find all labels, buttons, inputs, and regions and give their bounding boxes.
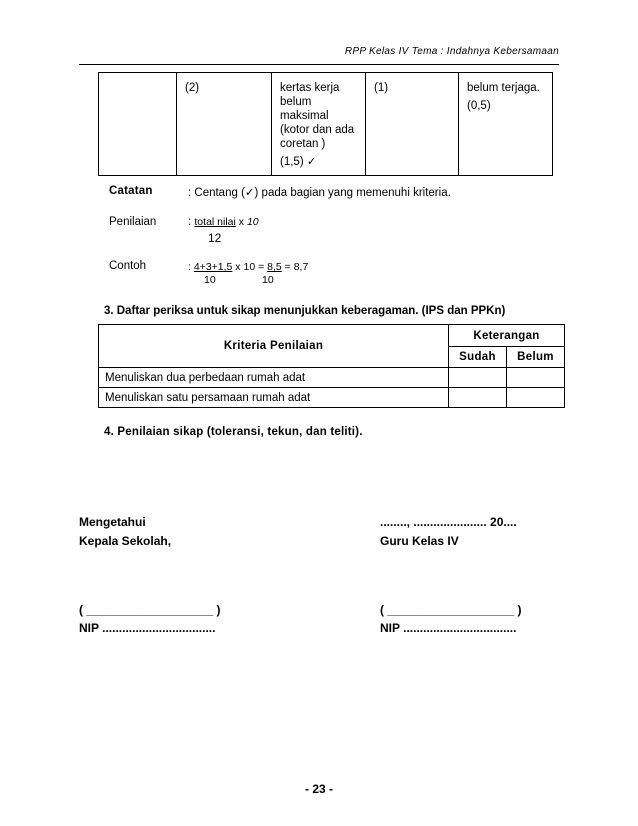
signature-left-nip: NIP .................................. xyxy=(79,621,216,635)
signature-right-date: ........, ...................... 20.... xyxy=(380,515,517,529)
catatan-text: : Centang (✓) pada bagian yang memenuhi kriteria. xyxy=(188,187,451,199)
signature-left-name: ( ___________________ ) xyxy=(79,603,221,617)
contoh-denominator-1: 10 xyxy=(204,274,216,286)
section-3-title: 3. Daftar periksa untuk sikap menunjukkan keberagaman. (IPS dan PPKn) xyxy=(104,305,506,317)
table-cell-score-1: (1) xyxy=(366,73,459,176)
belum-checkbox-cell[interactable] xyxy=(507,368,565,388)
table-header-row xyxy=(99,325,565,347)
header-keterangan: Keterangan xyxy=(449,325,565,347)
cell-text-line: kertas kerja xyxy=(280,82,340,94)
cell-text-line: belum terjaga. xyxy=(467,82,540,94)
criteria-cell: Menuliskan dua perbedaan rumah adat xyxy=(99,368,449,388)
section-4-title: 4. Penilaian sikap (toleransi, tekun, dan teliti). xyxy=(104,426,363,438)
contoh-formula: : 4+3+1,5 x 10 = 8,5 = 8,7 xyxy=(188,261,309,273)
criteria-cell: Menuliskan satu persamaan rumah adat xyxy=(99,388,449,408)
catatan-label: Catatan xyxy=(109,185,153,197)
signature-right-role: Guru Kelas IV xyxy=(380,534,459,548)
table-cell-score-2: (2) xyxy=(177,73,272,176)
table-cell-criteria-description xyxy=(272,73,366,176)
contoh-label: Contoh xyxy=(109,260,147,272)
cell-text-line: (kotor dan ada xyxy=(280,124,355,136)
assessment-table-continuation xyxy=(98,72,553,176)
sudah-checkbox-cell[interactable] xyxy=(449,368,507,388)
penilaian-label: Penilaian xyxy=(109,216,157,228)
signature-left-role: Kepala Sekolah, xyxy=(79,534,172,548)
cell-text-line: maksimal xyxy=(280,110,329,122)
cell-score-checked: (1,5) ✓ xyxy=(280,156,317,168)
cell-text-line: (0,5) xyxy=(467,100,491,112)
header-sudah: Sudah xyxy=(449,347,507,368)
table-row xyxy=(99,368,565,388)
signature-left-heading: Mengetahui xyxy=(79,515,146,529)
cell-text-line: belum xyxy=(280,96,312,108)
page-number: - 23 - xyxy=(304,782,333,796)
cell-text-line: coretan ) xyxy=(280,138,326,150)
page-header-title: RPP Kelas IV Tema : Indahnya Kebersamaan xyxy=(344,46,559,57)
table-row xyxy=(99,388,565,408)
penilaian-formula: : total nilai x 10 xyxy=(188,216,259,228)
contoh-denominator-2: 10 xyxy=(262,274,274,286)
formula-denominator: 12 xyxy=(208,231,222,245)
belum-checkbox-cell[interactable] xyxy=(507,388,565,408)
header-rule xyxy=(79,64,559,65)
signature-right-name: ( ___________________ ) xyxy=(380,603,522,617)
table-cell-empty xyxy=(99,73,177,176)
formula-numerator: total nilai xyxy=(194,216,236,228)
signature-right-nip: NIP .................................. xyxy=(380,621,517,635)
table-cell-criteria-low xyxy=(459,73,553,176)
header-belum: Belum xyxy=(507,347,565,368)
checklist-table xyxy=(98,324,565,408)
sudah-checkbox-cell[interactable] xyxy=(449,388,507,408)
table-row xyxy=(99,73,553,176)
header-kriteria-penilaian: Kriteria Penilaian xyxy=(99,325,449,368)
